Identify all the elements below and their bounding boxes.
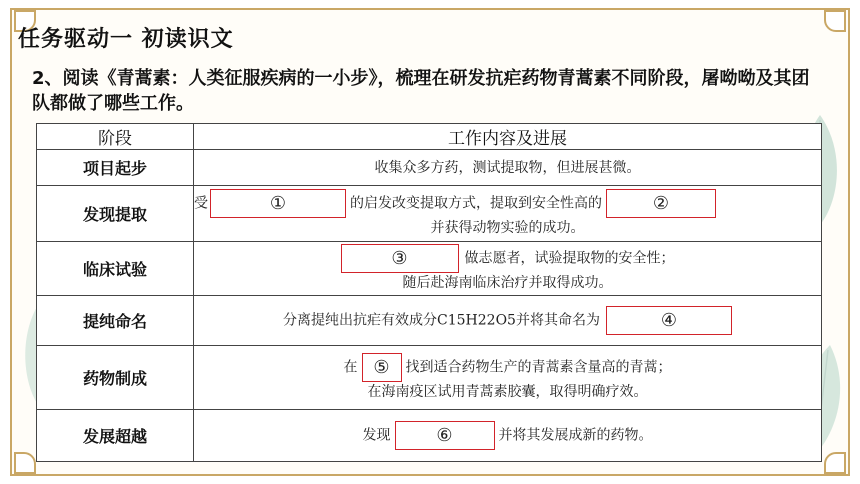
content-text: 收集众多方药，测试提取物，但进展甚微。 [374, 159, 641, 176]
table-row [37, 242, 822, 296]
table-row [37, 186, 822, 242]
table-row [37, 150, 822, 186]
table-row [37, 346, 822, 410]
content-cell [194, 186, 822, 242]
answer-blank-1: ① [210, 189, 346, 218]
content-cell [194, 410, 822, 462]
frame-corner [824, 10, 846, 32]
content-text: 并获得动物实验的成功。 [430, 220, 585, 236]
answer-blank-2: ② [606, 189, 716, 218]
answer-blank-3: ③ [341, 244, 459, 273]
content-text: 受 [194, 195, 208, 212]
page-title: 任务驱动一 初读识文 [18, 27, 234, 52]
content-text: 找到适合药物生产的青蒿素含量高的青蒿； [405, 359, 672, 376]
work-stage-table [36, 123, 822, 462]
content-text: 随后赴海南临床治疗并取得成功。 [402, 275, 613, 291]
content-text: 分离提纯出抗疟有效成分C15H22O5并将其命名为 [283, 312, 600, 329]
content-text: 在海南疫区试用青蒿素胶囊，取得明确疗效。 [367, 384, 648, 400]
table-row [37, 410, 822, 462]
table-header-row [37, 124, 822, 150]
column-header-content: 工作内容及进展 [194, 124, 822, 150]
content-text: 并将其发展成新的药物。 [498, 427, 653, 444]
column-header-stage: 阶段 [37, 124, 194, 150]
frame-corner [14, 452, 36, 474]
content-text: 发现 [362, 427, 391, 444]
answer-blank-4: ④ [606, 306, 732, 335]
stage-cell: 项目起步 [37, 150, 194, 186]
table-row [37, 296, 822, 346]
stage-cell: 临床试验 [37, 242, 194, 296]
content-text: 在 [343, 359, 358, 376]
question-text: 2、阅读《青蒿素：人类征服疾病的一小步》，梳理在研发抗疟药物青蒿素不同阶段，屠呦呦及其团队都做了哪些工作。 [32, 68, 810, 114]
stage-cell: 药物制成 [37, 346, 194, 410]
content-text: 做志愿者，试验提取物的安全性； [464, 250, 675, 267]
stage-cell: 发展超越 [37, 410, 194, 462]
content-cell [194, 150, 822, 186]
content-text: 的启发改变提取方式，提取到安全性高的 [350, 195, 602, 212]
stage-cell: 提纯命名 [37, 296, 194, 346]
stage-cell: 发现提取 [37, 186, 194, 242]
answer-blank-6: ⑥ [395, 421, 495, 450]
content-cell [194, 346, 822, 410]
content-cell [194, 296, 822, 346]
answer-blank-5: ⑤ [362, 353, 402, 382]
content-cell [194, 242, 822, 296]
